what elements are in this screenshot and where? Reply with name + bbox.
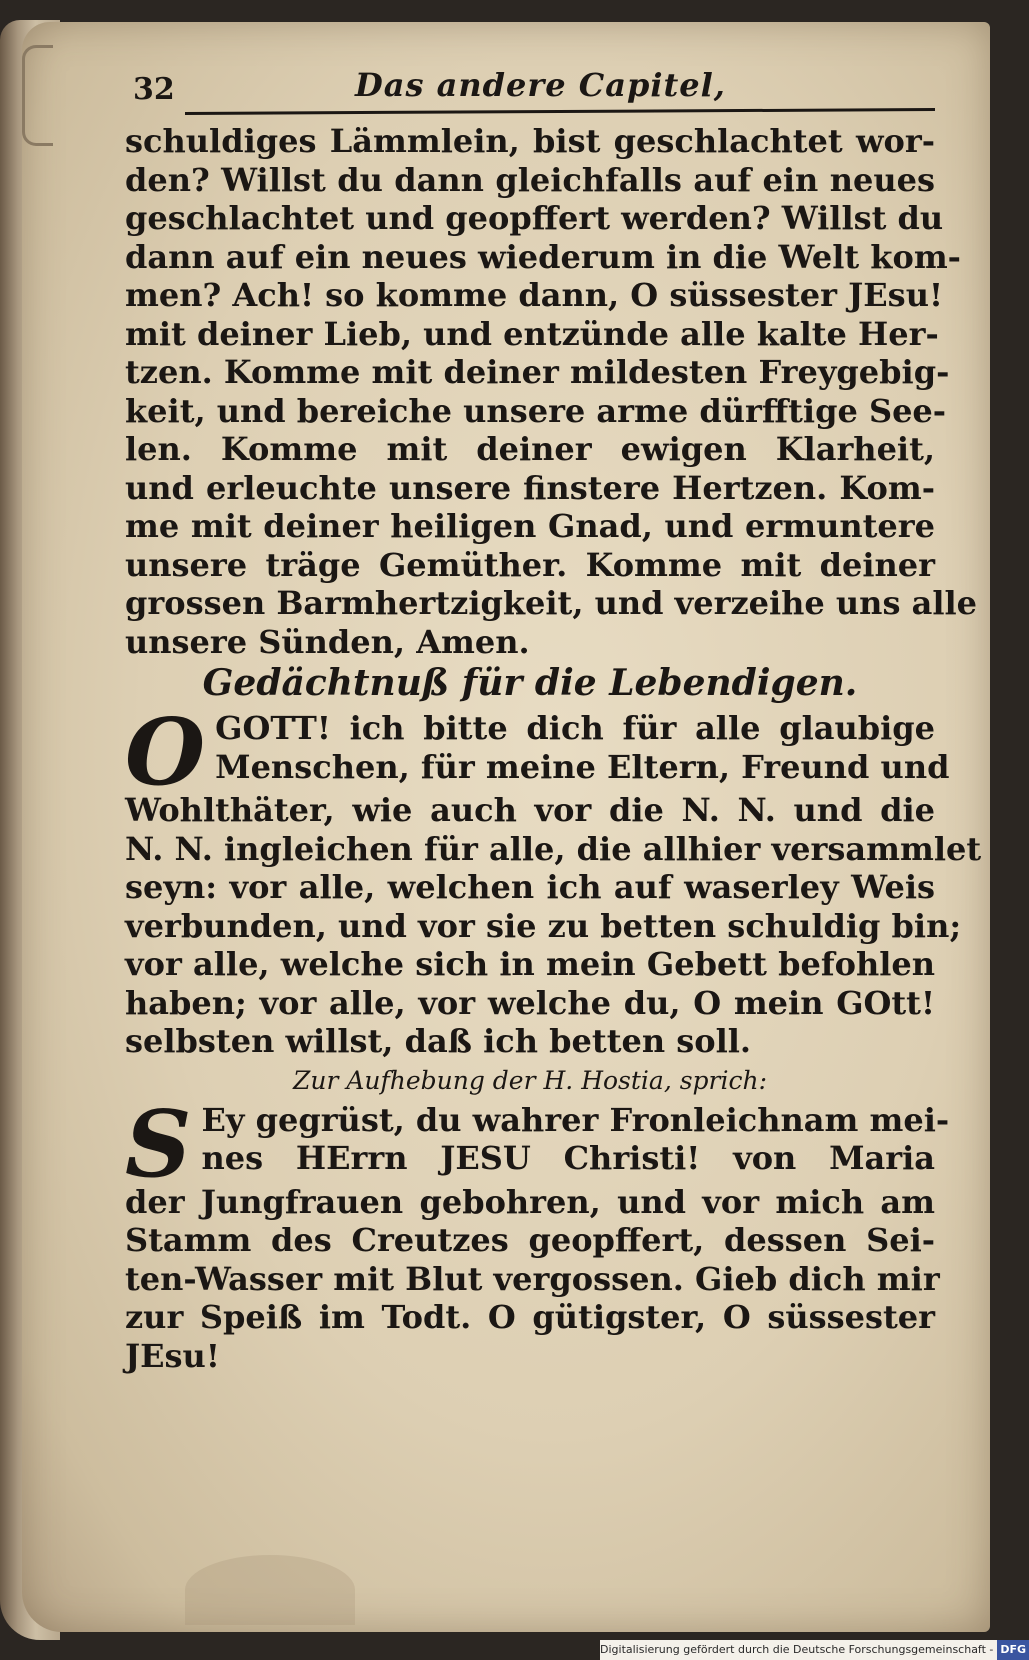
- page-clip: [22, 45, 53, 146]
- text-line: vor alle, welche sich in mein Gebett befohlen: [125, 945, 935, 983]
- text-block: [125, 60, 982, 1375]
- text-line: grossen Barmhertzigkeit, und verzeihe uns alle: [125, 584, 977, 622]
- text-line: der Jungfrauen gebohren, und vor mich am: [125, 1182, 935, 1221]
- text-line: zur Speiß im Todt. O gütigster, O süssester: [125, 1298, 935, 1336]
- text-line: Stamm des Creutzes geopffert, dessen Sei-: [125, 1221, 935, 1259]
- text-line: selbsten willst, daß ich betten soll.: [125, 1022, 752, 1060]
- text-line: geschlachtet und geopffert werden? Willst du: [125, 199, 944, 237]
- prayer-host: [125, 1089, 950, 1376]
- text-line: ten-Wasser mit Blut vergossen. Gieb dich mir: [125, 1259, 940, 1298]
- header-rule: [185, 108, 935, 115]
- running-head: Das andere Capitel,: [355, 66, 726, 104]
- text-line: Wohlthäter, wie auch vor die N. N. und die: [125, 791, 935, 829]
- text-line: men? Ach! so komme dann, O süssester JEsu!: [125, 276, 943, 314]
- text-line: unsere Sünden, Amen.: [125, 622, 530, 661]
- instruction: Zur Aufhebung der H. Hostia, sprich:: [292, 1065, 768, 1095]
- text-line: me mit deiner heiligen Gnad, und ermuntere: [125, 507, 935, 545]
- text-line: Ey gegrüst, du wahrer Fronleichnam mei-: [201, 1100, 950, 1139]
- text-line: Menschen, für meine Eltern, Freund und: [215, 747, 950, 786]
- prayer-living: [125, 698, 982, 1061]
- text-line: dann auf ein neues wiederum in die Welt kom-: [125, 237, 961, 276]
- footer-text: Digitalisierung gefördert durch die Deutsche Forschungsgemeinschaft -: [600, 1643, 994, 1656]
- text-line: den? Willst du dann gleichfalls auf ein neues: [125, 160, 935, 199]
- text-line: verbunden, und vor sie zu betten schuldig bin;: [125, 906, 962, 945]
- drop-cap: S: [125, 1089, 192, 1198]
- text-line: seyn: vor alle, welchen ich auf waserley Weis: [125, 868, 935, 906]
- text-line: mit deiner Lieb, und entzünde alle kalte Her-: [125, 314, 939, 353]
- final-word: JEsu!: [125, 1336, 220, 1375]
- page-curl: [185, 1555, 355, 1625]
- paragraph-1: [125, 122, 977, 661]
- text-line: tzen. Komme mit deiner mildesten Freygebig-: [125, 353, 950, 391]
- text-line: nes HErrn JESU Christi! von Maria: [201, 1139, 935, 1177]
- text-line: keit, und bereiche unsere arme dürfftige See-: [125, 391, 947, 430]
- text-line: GOTT! ich bitte dich für alle glaubige: [215, 709, 935, 747]
- page-number: 32: [133, 72, 175, 107]
- drop-cap: O: [125, 698, 206, 806]
- footer-credit: [600, 1640, 1027, 1660]
- text-line: unsere träge Gemüther. Komme mit deiner: [125, 545, 935, 584]
- text-line: N. N. ingleichen für alle, die allhier versammlet: [125, 829, 982, 868]
- text-line: len. Komme mit deiner ewigen Klarheit,: [125, 430, 935, 468]
- dfg-logo: DFG: [997, 1640, 1029, 1660]
- text-line: und erleuchte unsere finstere Hertzen. Kom-: [125, 468, 935, 507]
- text-line: schuldiges Lämmlein, bist geschlachtet wor-: [125, 122, 935, 160]
- text-line: haben; vor alle, vor welche du, O mein GOtt!: [125, 983, 935, 1022]
- page-header: [125, 60, 935, 108]
- heading-living: Gedächtnuß für die Lebendigen.: [202, 662, 858, 704]
